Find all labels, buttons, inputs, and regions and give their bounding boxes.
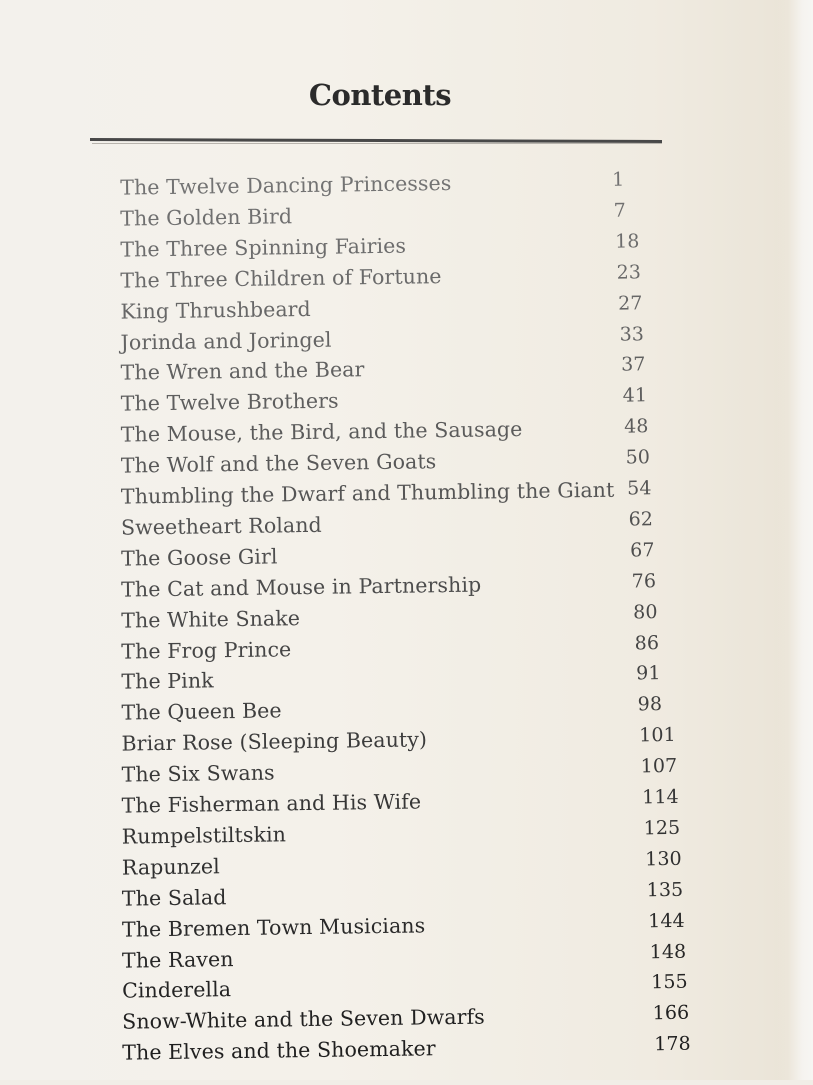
toc-entry-title: The Queen Bee: [121, 698, 282, 725]
toc-entry-page-number: 7: [613, 199, 627, 222]
toc-entry-title: The Elves and the Shoemaker: [122, 1036, 436, 1065]
toc-entry-title: The Raven: [121, 946, 234, 973]
toc-entry-page-number: 18: [614, 230, 640, 253]
toc-entry-page-number: 33: [619, 322, 645, 346]
toc-entry-page-number: 135: [646, 878, 684, 901]
toc-entry-title: The Salad: [121, 884, 227, 911]
toc-entry-page-number: 1: [612, 168, 625, 191]
toc-entry-title: The Cat and Mouse in Partnership: [121, 572, 482, 602]
toc-entry-title: Snow-White and the Seven Dwarfs: [122, 1004, 485, 1034]
toc-entry-page-number: 62: [628, 508, 654, 531]
toc-entry-title: The Bremen Town Musicians: [121, 912, 426, 942]
toc-entry-title: Briar Rose (Sleeping Beauty): [121, 727, 428, 756]
toc-entry-page-number: 27: [617, 291, 643, 315]
toc-entry-title: The Wren and the Bear: [120, 357, 365, 385]
toc-entry-title: The Mouse, the Bird, and the Sausage: [120, 417, 523, 447]
toc-entry-title: The Three Children of Fortune: [120, 263, 442, 293]
toc-entry-page-number: 130: [645, 847, 682, 871]
toc-entry-title: The Six Swans: [121, 760, 275, 787]
toc-entry-title: Rumpelstiltskin: [121, 822, 287, 849]
toc-entry-title: The Pink: [121, 668, 214, 695]
toc-entry-page-number: 54: [627, 477, 652, 500]
toc-entry-page-number: 37: [620, 353, 646, 376]
toc-entry-title: The White Snake: [121, 605, 301, 633]
toc-entry-title: The Fisherman and His Wife: [121, 789, 422, 818]
toc-entry-page-number: 155: [651, 971, 688, 994]
toc-entry-title: The Twelve Dancing Princesses: [120, 170, 452, 200]
toc-entry-page-number: 107: [640, 754, 678, 778]
toc-entry-title: King Thrushbeard: [120, 296, 311, 324]
toc-entry-page-number: 67: [630, 538, 655, 562]
toc-entry-title: Sweetheart Roland: [120, 512, 322, 540]
toc-entry-page-number: 166: [652, 1002, 690, 1025]
toc-entry-title: The Frog Prince: [121, 636, 292, 664]
toc-entry-page-number: 144: [648, 909, 685, 932]
toc-entry-page-number: 86: [634, 631, 660, 654]
toc-entry: [122, 1032, 691, 1071]
toc-entry-page-number: 98: [637, 693, 663, 716]
toc-entry-page-number: 50: [625, 446, 651, 469]
toc-entry-page-number: 48: [624, 415, 649, 438]
toc-entry-page-number: 148: [649, 940, 687, 963]
toc-entry-page-number: 23: [616, 261, 642, 284]
toc-entry-title: Jorinda and Joringel: [120, 327, 332, 355]
toc-entry-title: The Wolf and the Seven Goats: [120, 449, 437, 478]
toc-entry-title: Rapunzel: [121, 854, 220, 880]
toc-entry-page-number: 125: [643, 816, 681, 840]
toc-entry-title: The Golden Bird: [120, 204, 293, 231]
toc-entry-title: Thumbling the Dwarf and Thumbling the Giant: [120, 477, 615, 509]
toc-entry-page-number: 76: [631, 569, 657, 593]
toc-entry-page-number: 80: [633, 600, 658, 624]
toc-entry-title: Cinderella: [121, 977, 232, 1004]
toc-entry-page-number: 178: [654, 1032, 691, 1056]
toc-entry-page-number: 114: [642, 785, 679, 809]
toc-entry-title: The Three Spinning Fairies: [120, 233, 407, 262]
contents-heading: Contents: [308, 78, 452, 112]
toc-entry-page-number: 91: [636, 662, 661, 685]
toc-entry-title: The Twelve Brothers: [120, 388, 339, 416]
toc-entry-page-number: 41: [622, 384, 648, 407]
toc-entry-page-number: 101: [639, 724, 676, 747]
toc-entry-title: The Goose Girl: [120, 544, 278, 571]
